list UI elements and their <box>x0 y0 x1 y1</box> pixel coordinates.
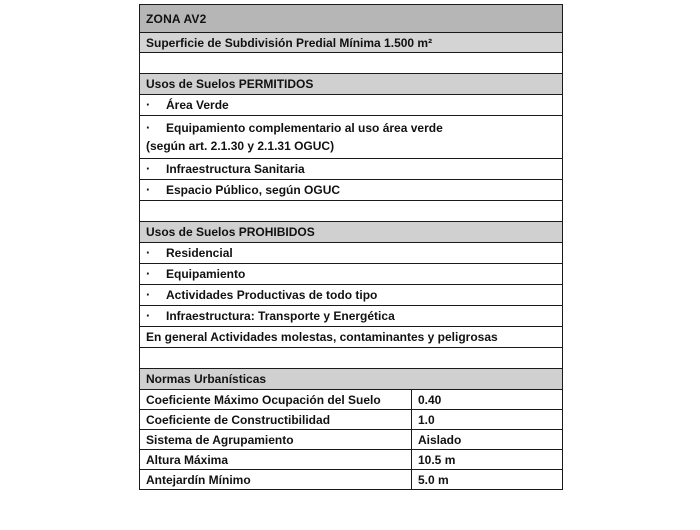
list-item <box>140 116 563 159</box>
spacer-row <box>140 53 563 74</box>
bullet: · <box>146 161 151 176</box>
spacer-row <box>140 201 563 222</box>
bullet: · <box>146 287 151 302</box>
zone-subtitle: Superficie de Subdivisión Predial Mínima 1.500 m² <box>140 33 563 53</box>
list-item <box>140 159 563 180</box>
table-row <box>140 390 563 410</box>
prohibited-note: En general Actividades molestas, contaminantes y peligrosas <box>140 327 563 348</box>
title-row <box>140 5 563 33</box>
note-row <box>140 327 563 348</box>
prohibited-item: Residencial <box>166 246 233 260</box>
spacer <box>140 348 563 369</box>
norms-heading-row <box>140 369 563 390</box>
spacer <box>140 53 563 74</box>
table-row <box>140 410 563 430</box>
permitted-item: Equipamiento complementario al uso área verde <box>166 121 443 135</box>
bullet: · <box>146 97 151 112</box>
norm-label: Coeficiente de Constructibilidad <box>140 410 412 430</box>
norm-label: Coeficiente Máximo Ocupación del Suelo <box>140 390 412 410</box>
list-item <box>140 95 563 116</box>
zoning-table <box>139 4 563 490</box>
norm-value: Aislado <box>412 430 563 450</box>
prohibited-heading: Usos de Suelos PROHIBIDOS <box>140 222 563 243</box>
list-item <box>140 285 563 306</box>
norm-value: 5.0 m <box>412 470 563 490</box>
bullet: · <box>146 266 151 281</box>
list-item <box>140 243 563 264</box>
subtitle-row <box>140 33 563 53</box>
prohibited-heading-row <box>140 222 563 243</box>
norm-value: 10.5 m <box>412 450 563 470</box>
norms-heading: Normas Urbanísticas <box>140 369 563 390</box>
bullet: · <box>146 120 151 135</box>
norm-label: Sistema de Agrupamiento <box>140 430 412 450</box>
zoning-sheet <box>139 4 562 490</box>
norm-value: 0.40 <box>412 390 563 410</box>
prohibited-item: Infraestructura: Transporte y Energética <box>166 309 395 323</box>
zone-title: ZONA AV2 <box>140 5 563 33</box>
table-row <box>140 430 563 450</box>
norm-label: Altura Máxima <box>140 450 412 470</box>
table-row <box>140 450 563 470</box>
bullet: · <box>146 182 151 197</box>
list-item <box>140 306 563 327</box>
bullet: · <box>146 308 151 323</box>
permitted-item-reference: (según art. 2.1.30 y 2.1.31 OGUC) <box>146 139 335 153</box>
permitted-heading-row <box>140 74 563 95</box>
spacer-row <box>140 348 563 369</box>
list-item <box>140 180 563 201</box>
list-item <box>140 264 563 285</box>
bullet: · <box>146 245 151 260</box>
table-row <box>140 470 563 490</box>
prohibited-item: Equipamiento <box>166 267 246 281</box>
norm-value: 1.0 <box>412 410 563 430</box>
norm-label: Antejardín Mínimo <box>140 470 412 490</box>
permitted-item: Infraestructura Sanitaria <box>166 162 305 176</box>
permitted-item: Espacio Público, según OGUC <box>166 183 341 197</box>
permitted-heading: Usos de Suelos PERMITIDOS <box>140 74 563 95</box>
spacer <box>140 201 563 222</box>
prohibited-item: Actividades Productivas de todo tipo <box>166 288 378 302</box>
permitted-item: Área Verde <box>166 98 229 112</box>
